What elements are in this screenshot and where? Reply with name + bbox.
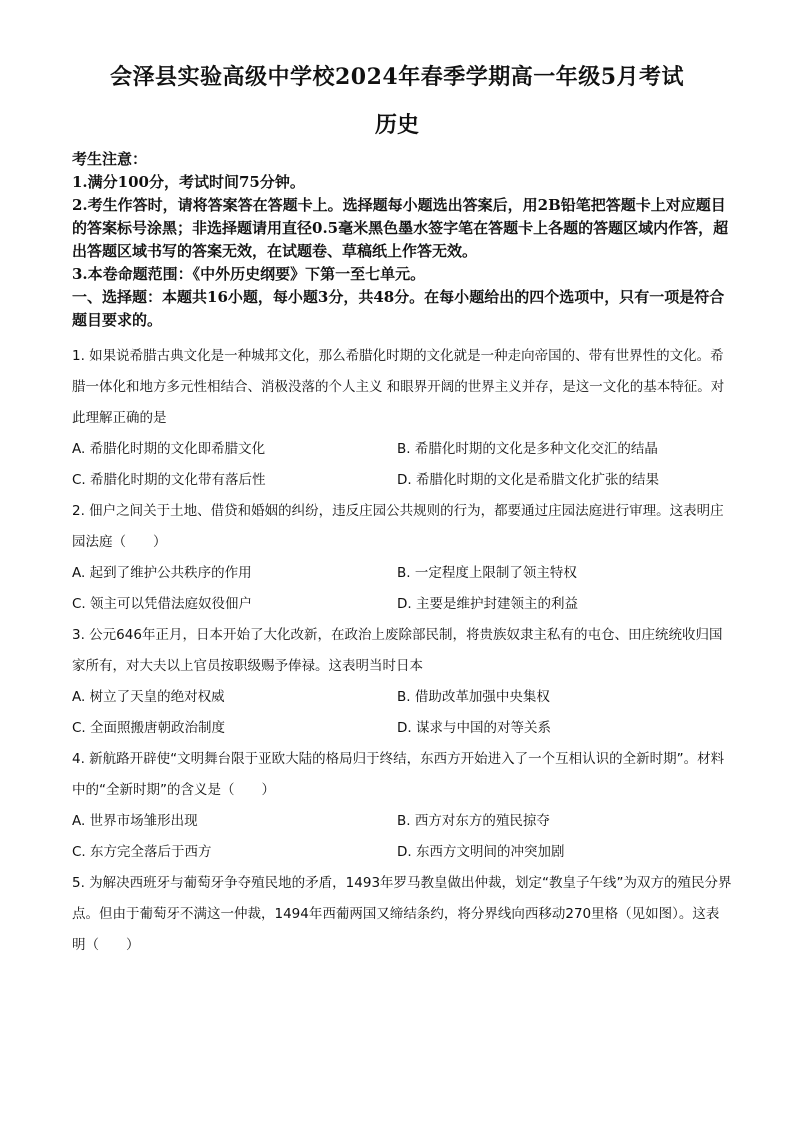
instruction-item: 2.考生作答时，请将答案答在答题卡上。选择题每小题选出答案后，用2B铅笔把答题卡上对应题目的答案标号涂黑；非选择题请用直径0.5毫米黑色墨水签字笔在答题卡上各题的答题区域内作答，超出答题区域书写的答案无效，在试题卷、草稿纸上作答无效。 (72, 196, 729, 260)
option-a: A. 希腊化时期的文化即希腊文化 (72, 441, 266, 457)
option-d: D. 希腊化时期的文化是希腊文化扩张的结果 (397, 472, 659, 488)
question-3 (72, 620, 732, 744)
option-d: D. 谋求与中国的对等关系 (397, 720, 551, 736)
instructions-heading: 考生注意： (72, 150, 148, 168)
instruction-item: 3.本卷命题范围：《中外历史纲要》下第一至七单元。 (72, 265, 426, 283)
question-4 (72, 744, 732, 868)
option-c: C. 全面照搬唐朝政治制度 (72, 720, 226, 736)
option-b: B. 希腊化时期的文化是多种文化交汇的结晶 (397, 441, 658, 457)
option-c: C. 东方完全落后于西方 (72, 844, 212, 860)
question-1 (72, 341, 732, 496)
exam-subject: 历史 (374, 112, 419, 138)
option-grid (72, 434, 732, 496)
question-5 (72, 868, 732, 961)
question-2 (72, 496, 732, 620)
instruction-item: 1.满分100分，考试时间75分钟。 (72, 173, 305, 191)
option-c: C. 领主可以凭借法庭奴役佃户 (72, 596, 253, 612)
option-a: A. 树立了天皇的绝对权威 (72, 689, 225, 705)
option-b: B. 西方对东方的殖民掠夺 (397, 813, 550, 829)
question-stem: 3. 公元646年正月，日本开始了大化改新，在政治上废除部民制，将贵族奴隶主私有的屯仓、田庄统统收归国家所有，对大夫以上官员按职级赐予俸禄。这表明当时日本 (72, 627, 723, 674)
option-a: A. 世界市场雏形出现 (72, 813, 198, 829)
section-heading: 一、选择题：本题共16小题，每小题3分，共48分。在每小题给出的四个选项中，只有一项是符合题目要求的。 (72, 288, 725, 329)
question-list (72, 341, 732, 961)
option-grid (72, 682, 732, 744)
option-a: A. 起到了维护公共秩序的作用 (72, 565, 252, 581)
question-stem: 2. 佃户之间关于土地、借贷和婚姻的纠纷，违反庄园公共规则的行为，都要通过庄园法庭进行审理。这表明庄园法庭（ ） (72, 503, 724, 550)
exam-instructions (72, 148, 732, 332)
option-b: B. 借助改革加强中央集权 (397, 689, 550, 705)
option-b: B. 一定程度上限制了领主特权 (397, 565, 577, 581)
option-grid (72, 806, 732, 868)
question-stem: 5. 为解决西班牙与葡萄牙争夺殖民地的矛盾，1493年罗马教皇做出仲裁，划定“教皇子午线”为双方的殖民分界点。但由于葡萄牙不满这一仲裁，1494年西葡两国又缔结条约，将分界线向西移动270里格（见如图）。这表明（ ） (72, 875, 732, 953)
option-d: D. 主要是维护封建领主的利益 (397, 596, 578, 612)
option-d: D. 东西方文明间的冲突加剧 (397, 844, 565, 860)
option-c: C. 希腊化时期的文化带有落后性 (72, 472, 266, 488)
option-grid (72, 558, 732, 620)
question-stem: 1. 如果说希腊古典文化是一种城邦文化，那么希腊化时期的文化就是一种走向帝国的、带有世界性的文化。希腊一体化和地方多元性相结合、消极没落的个人主义 和眼界开阔的世界主义并存，是这一文化的基本特征。对此理解正确的是 (72, 348, 725, 426)
exam-title: 会泽县实验高级中学校2024年春季学期高一年级5月考试 (109, 64, 685, 90)
question-stem: 4. 新航路开辟使“文明舞台限于亚欧大陆的格局归于终结，东西方开始进入了一个互相认识的全新时期”。材料中的“全新时期”的含义是（ ） (72, 751, 725, 798)
